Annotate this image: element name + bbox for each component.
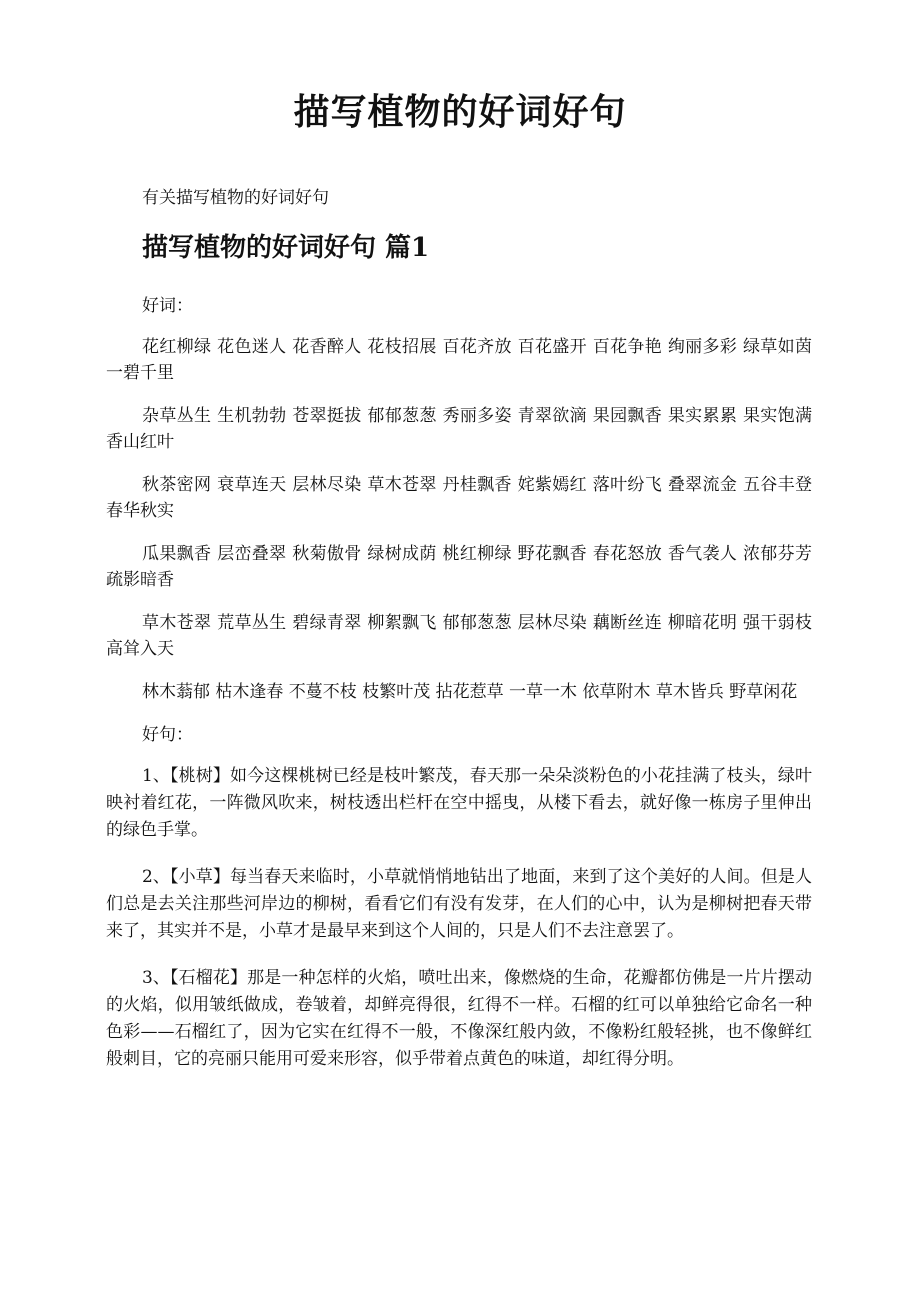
good-sentence-paragraph: 1、【桃树】如今这棵桃树已经是枝叶繁茂，春天那一朵朵淡粉色的小花挂满了枝头，绿叶映衬着红花，一阵微风吹来，树枝透出栏杆在空中摇曳，从楼下看去，就好像一栋房子里伸出的绿色手掌。 [106, 766, 812, 840]
good-words-line: 瓜果飘香 层峦叠翠 秋菊傲骨 绿树成荫 桃红柳绿 野花飘香 春花怒放 香气袭人 浓郁芬芳 疏影暗香 [106, 544, 812, 590]
good-sentence-paragraph: 3、【石榴花】那是一种怎样的火焰，喷吐出来，像燃烧的生命，花瓣都仿佛是一片片摆动的火焰，似用皱纸做成，卷皱着，却鲜亮得很，红得不一样。石榴的红可以单独给它命名一种色彩——石榴红了，因为它实在红得不一般，不像深红般内敛，不像粉红般轻挑，也不像鲜红般刺目，它的亮丽只能用可爱来形容，似乎带着点黄色的味道，却红得分明。 [106, 968, 812, 1069]
good-words-line: 草木苍翠 荒草丛生 碧绿青翠 柳絮飘飞 郁郁葱葱 层林尽染 藕断丝连 柳暗花明 强干弱枝 高耸入天 [106, 613, 812, 659]
document-title: 描写植物的好词好句 [293, 91, 627, 133]
document-subtitle: 有关描写植物的好词好句 [142, 188, 329, 208]
good-words-line: 林木蓊郁 枯木逢春 不蔓不枝 枝繁叶茂 拈花惹草 一草一木 依草附木 草木皆兵 野草闲花 [142, 682, 798, 702]
good-sentences-label: 好句： [142, 725, 193, 745]
good-words-list [106, 334, 812, 705]
good-words-line: 杂草丛生 生机勃勃 苍翠挺拔 郁郁葱葱 秀丽多姿 青翠欲滴 果园飘香 果实累累 果实饱满 香山红叶 [106, 406, 812, 452]
good-sentence-paragraph: 2、【小草】每当春天来临时，小草就悄悄地钻出了地面，来到了这个美好的人间。但是人们总是去关注那些河岸边的柳树，看看它们有没有发芽，在人们的心中，认为是柳树把春天带来了，其实并不是，小草才是最早来到这个人间的，只是人们不去注意罢了。 [106, 867, 812, 941]
good-sentences-list [106, 763, 812, 1073]
good-words-line: 花红柳绿 花色迷人 花香醉人 花枝招展 百花齐放 百花盛开 百花争艳 绚丽多彩 绿草如茵 一碧千里 [106, 337, 812, 383]
good-words-line: 秋茶密网 衰草连天 层林尽染 草木苍翠 丹桂飘香 姹紫嫣红 落叶纷飞 叠翠流金 五谷丰登 春华秋实 [106, 475, 812, 521]
section-heading: 描写植物的好词好句 篇1 [142, 233, 430, 263]
good-words-label: 好词： [142, 296, 193, 316]
document-body [106, 184, 812, 1073]
